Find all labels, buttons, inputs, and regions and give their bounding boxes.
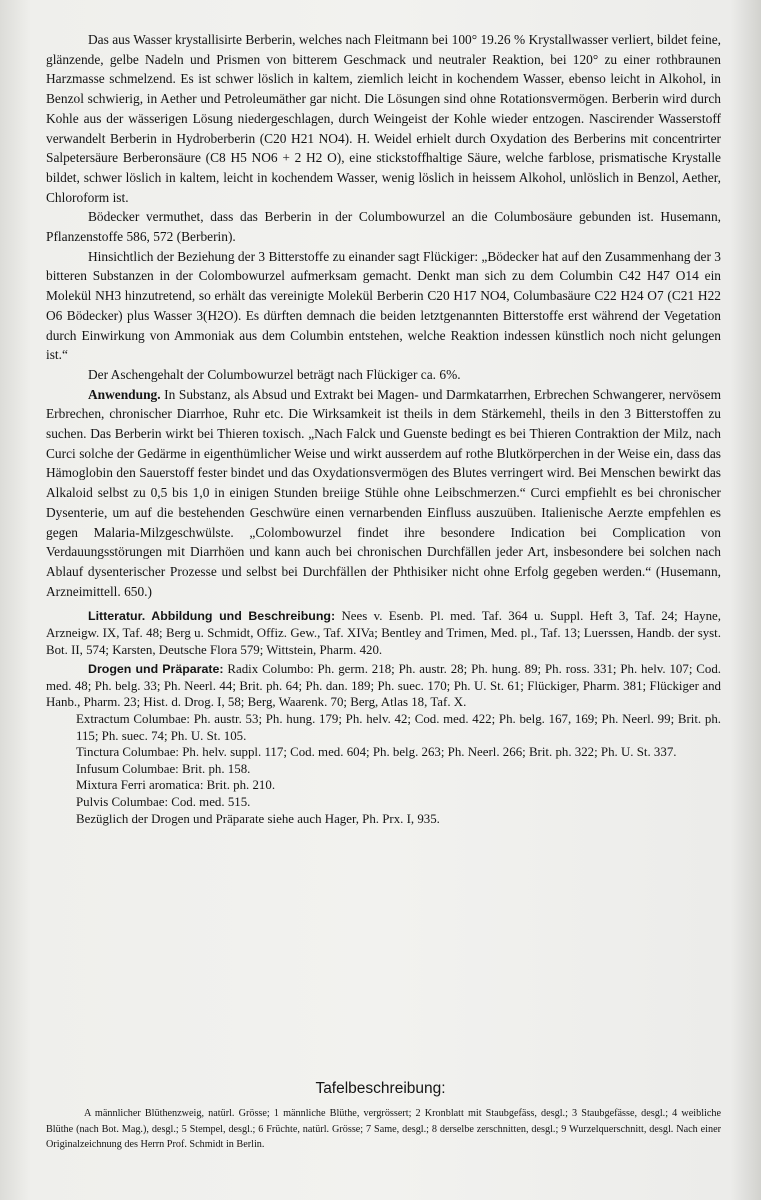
tafel-description: A männlicher Blüthenzweig, natürl. Grösse; 1 männliche Blüthe, vergrössert; 2 Kronblatt mit Staubgefäss, desgl.; 3 Staubgefässe, desgl.; 4 weibliche Blüthe (nach Bot. Mag.), desgl.; 5 Stempel, desgl.; 6 Früchte, natürl. Grösse; 7 Same, desgl.; 8 derselbe zerschnitten, desgl.; 9 Wurzelquerschnitt, desgl. Nach einer Originalzeichnung des Herrn Prof. Schmidt in Berlin. xyxy=(46,1108,721,1151)
tafel-title: Tafelbeschreibung: xyxy=(315,1080,446,1097)
anwendung-heading: Anwendung. xyxy=(88,386,161,402)
drogen-text: Radix Columbo: Ph. germ. 218; Ph. austr. 28; Ph. hung. 89; Ph. ross. 331; Ph. helv. 107; Cod. med. 48; Ph. belg. 33; Ph. Neerl. 44; Brit. ph. 64; Ph. dan. 189; Ph. suec. 170; Ph. U. St. 61; Flückiger, Pharm. 381; Flückiger and Hanb., Pharm. 23; Hist. d. Drog. I, 58; Berg, Waarenk. 70; Berg, Atlas 18, Taf. X. xyxy=(46,662,721,710)
drogen-heading: Drogen und Präparate: xyxy=(88,662,224,677)
drogen-item-infusum: Infusum Columbae: Brit. ph. 158. xyxy=(76,761,251,776)
litteratur-heading: Litteratur. Abbildung und Beschreibung: xyxy=(88,609,336,624)
anwendung-text: In Substanz, als Absud und Extrakt bei Magen- und Darmkatarrhen, Erbrechen Schwangerer, nervösem Erbrechen, chronischer Diarrhoe, Ruhr etc. Die Wirksamkeit ist theils in dem Stärkemehl, theils in den 3 Bitterstoffen zu suchen. Das Berberin wirkt bei Thieren toxisch. „Nach Falck und Guenste bedingt es bei Thieren Contraktion der Milz, nach Curci solche der Gedärme in eigenthümlicher Weise und wirkt ausserdem auf rothe Blutkörperchen in der Weise ein, dass das Hämoglobin den Sauerstoff fester bindet und das Oxydationsvermögen des Blutes verringert wird. Bei Menschen bewirkt das Alkaloid selbst zu 0,5 bis 1,0 in einigen Stunden breiige Stühle ohne Leibschmerzen.“ Curci empfiehlt es bei chronischer Dysenterie, um auf die bestehenden Geschwüre einen vernarbenden Einfluss auszuüben. Italienische Aerzte empfehlen es gegen Malaria-Milzgeschwülste. „Colombowurzel findet ihre besondere Indication bei Complication von Verdauungsstörungen mit Diarrhöen und kann auch bei chronischen Durchfällen jeder Art, insbesondere bei solchen nach Ablauf dysenterischer Prozesse und selbst bei Durchfällen der Phthisiker nicht ohne Erfolg gegeben werden.“ (Husemann, Arzneimittell. 650.) xyxy=(46,386,721,599)
paragraph-boedecker: Bödecker vermuthet, dass das Berberin in der Columbowurzel an die Columbosäure gebunden ist. Husemann, Pflanzenstoffe 586, 572 (Berberin). xyxy=(46,209,721,245)
section-anwendung xyxy=(46,385,721,602)
section-drogen xyxy=(46,661,721,711)
litteratur-text: Nees v. Esenb. Pl. med. Taf. 364 u. Suppl. Heft 3, Taf. 24; Hayne, Arzneigw. IX, Taf. 48; Berg u. Schmidt, Offiz. Gew., Taf. XIVa; Bentley and Trimen, Med. pl., Taf. 13; Luerssen, Handb. der syst. Bot. II, 574; Karsten, Deutsche Flora 579; Wittstein, Pharm. 420. xyxy=(46,609,721,657)
paragraph-flueckiger: Hinsichtlich der Beziehung der 3 Bitterstoffe zu einander sagt Flückiger: „Bödecker hat auf den Zusammenhang der 3 bitteren Substanzen in der Colombowurzel aufmerksam gemacht. Denkt man sich zu dem Columbin C42 H47 O14 ein Molekül NH3 hinzutretend, so erhält das vereinigte Molekül Berberin C20 H17 NO4, Columbasäure C22 H24 O7 (C21 H22 O6 Bödecker) plus Wasser 3(H2O). Es dürften demnach die beiden letztgenannten Bitterstoffe erst während der Vegetation durch Einwirkung von Ammoniak aus dem Columbin entstehen, welche Reaktion indessen künstlich noch nicht gelungen ist.“ xyxy=(46,248,721,363)
drogen-item-tinctura: Tinctura Columbae: Ph. helv. suppl. 117; Cod. med. 604; Ph. belg. 263; Ph. Neerl. 266; Brit. ph. 322; Ph. U. St. 337. xyxy=(76,745,677,760)
main-text xyxy=(46,30,721,827)
paragraph-aschengehalt: Der Aschengehalt der Columbowurzel beträgt nach Flückiger ca. 6%. xyxy=(88,366,461,382)
drogen-item-extractum: Extractum Columbae: Ph. austr. 53; Ph. hung. 179; Ph. helv. 42; Cod. med. 422; Ph. belg. 167, 169; Ph. Neerl. 99; Brit. ph. 115; Ph. suec. 74; Ph. U. St. 105. xyxy=(76,711,721,743)
drogen-item-hager: Bezüglich der Drogen und Präparate siehe auch Hager, Ph. Prx. I, 935. xyxy=(76,811,440,826)
drogen-item-pulvis: Pulvis Columbae: Cod. med. 515. xyxy=(76,794,251,809)
paragraph-berberin: Das aus Wasser krystallisirte Berberin, welches nach Fleitmann bei 100° 19.26 % Krystallwasser verliert, bildet feine, glänzende, gelbe Nadeln und Prismen von bitterem Geschmack und neutraler Reaktion, bei 120° zu einer rothbraunen Harzmasse schmelzend. Es ist schwer löslich in kaltem, ziemlich leicht in kochendem Wasser, ebenso leicht in Alkohol, in Benzol schwierig, in Aether und Petroleumäther gar nicht. Die Lösungen sind ohne Rotationsvermögen. Berberin wird durch Kohle aus der wässerigen Lösung niedergeschlagen, durch Weingeist der Kohle wieder entzogen. Nascirender Wasserstoff verwandelt Berberin in Hydroberberin (C20 H21 NO4). H. Weidel erhielt durch Oxydation des Berberins mit concentrirter Salpetersäure Berberonsäure (C8 H5 NO6 + 2 H2 O), eine stickstoffhaltige Säure, welche farblose, prismatische Krystalle bildet, schwer löslich in kaltem, leicht in kochendem Wasser, wenig löslich in heissem Alkohol, unlöslich in Benzol, Aether, Chloroform ist. xyxy=(46,32,721,205)
drogen-item-mixtura: Mixtura Ferri aromatica: Brit. ph. 210. xyxy=(76,778,276,793)
section-litteratur xyxy=(46,608,721,658)
